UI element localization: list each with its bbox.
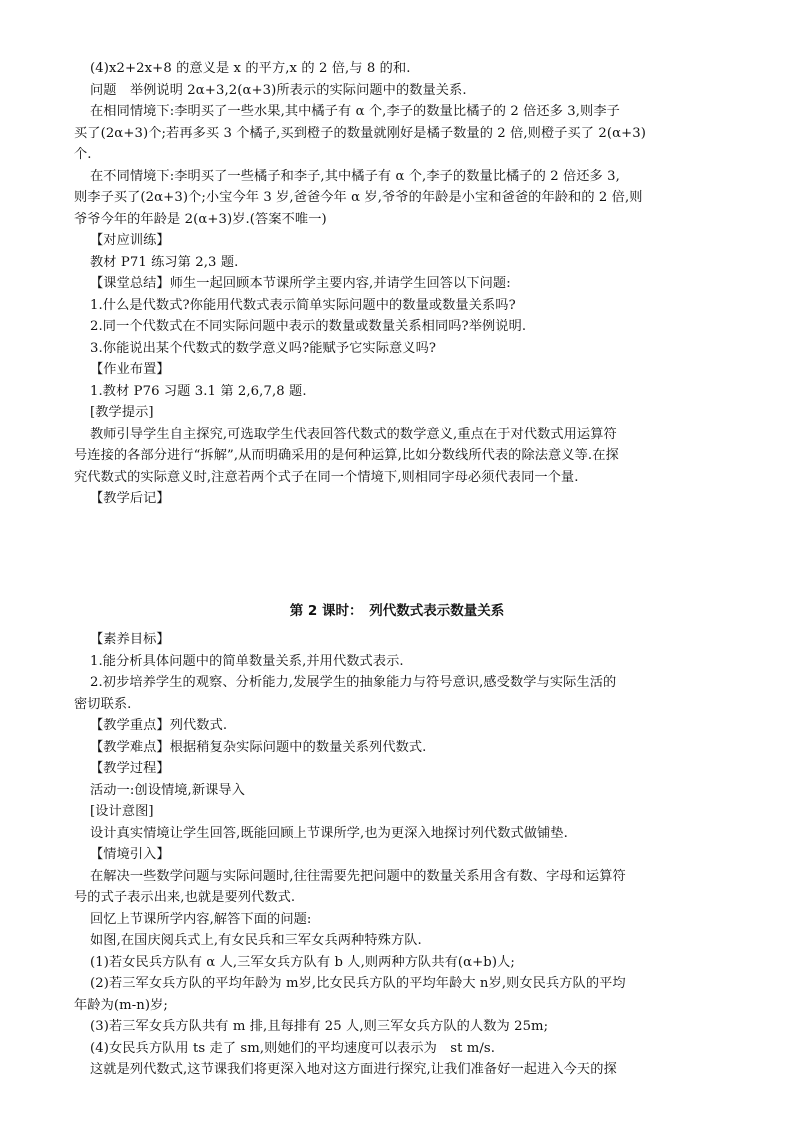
text-line: 个.: [74, 147, 92, 162]
text-line: (1)若女民兵方队有 α 人,三军女兵方队有 b 人,则两种方队共有(α+b)人;: [90, 954, 515, 970]
section-heading: 【教学后记】: [90, 491, 170, 506]
section-heading: 【对应训练】: [90, 233, 170, 248]
text-line: (4)x2+2x+8 的意义是 x 的平方,x 的 2 倍,与 8 的和.: [90, 61, 411, 76]
section-heading: [教学提示]: [90, 405, 154, 420]
text-line: 设计真实情境让学生回答,既能回顾上节课所学,也为更深入地探讨列代数式做铺垫.: [90, 825, 568, 841]
section-heading: 【情境引入】: [90, 847, 170, 862]
section-heading: 【教学重点】列代数式.: [90, 718, 228, 733]
text-line: 2.同一个代数式在不同实际问题中表示的数量或数量关系相同吗?举例说明.: [90, 319, 527, 334]
text-line: 年龄为(m-n)岁;: [74, 997, 168, 1013]
text-line: 如图,在国庆阅兵式上,有女民兵和三军女兵两种特殊方队.: [90, 933, 422, 948]
text-line: 在解决一些数学问题与实际问题时,往往需要先把问题中的数量关系用含有数、字母和运算符: [90, 868, 626, 884]
text-line: 2.初步培养学生的观察、分析能力,发展学生的抽象能力与符号意识,感受数学与实际生活的: [90, 675, 617, 690]
text-line: 教师引导学生自主探究,可选取学生代表回答代数式的数学意义,重点在于对代数式用运算符: [90, 426, 617, 442]
text-line: 在相同情境下:李明买了一些水果,其中橘子有 α 个,李子的数量比橘子的 2 倍还多 3,则李子: [90, 104, 620, 119]
section-heading: 【课堂总结】师生一起回顾本节课所学主要内容,并请学生回答以下问题:: [90, 276, 511, 291]
section-heading: 【素养目标】: [90, 632, 170, 647]
lesson-title: 第 2 课时： 列代数式表示数量关系: [289, 603, 505, 619]
text-line: 号的式子表示出来,也就是要列代数式.: [74, 890, 296, 905]
text-line: 爷爷今年的年龄是 2(α+3)岁.(答案不唯一): [74, 211, 327, 227]
text-line: 密切联系.: [74, 696, 132, 712]
text-line: (4)女民兵方队用 ts 走了 sm,则她们的平均速度可以表示为 st m/s.: [90, 1040, 496, 1056]
text-line: 这就是列代数式,这节课我们将更深入地对这方面进行探究,让我们准备好一起进入今天的探: [90, 1062, 617, 1077]
text-line: 究代数式的实际意义时,注意若两个式子在同一个情境下,则相同字母必须代表同一个量.: [74, 469, 579, 485]
text-line: 3.你能说出某个代数式的数学意义吗?能赋予它实际意义吗?: [90, 340, 437, 356]
text-line: (3)若三军女兵方队共有 m 排,且每排有 25 人,则三军女兵方队的人数为 25m;: [90, 1019, 549, 1034]
text-line: 教材 P71 练习第 2,3 题.: [90, 254, 239, 270]
text-line: 活动一:创设情境,新课导入: [90, 782, 245, 798]
section-heading: 【教学难点】根据稍复杂实际问题中的数量关系列代数式.: [90, 739, 427, 755]
text-line: 1.教材 P76 习题 3.1 第 2,6,7,8 题.: [90, 383, 307, 399]
text-line: 号连接的各部分进行“拆解”,从而明确采用的是何种运算,比如分数线所代表的除法意义等.在探: [74, 448, 619, 463]
section-heading: 【作业布置】: [90, 362, 170, 377]
text-line: 买了(2α+3)个;若再多买 3 个橘子,买到橙子的数量就刚好是橘子数量的 2 倍,则橙子买了 2(α+3): [74, 125, 647, 141]
section-heading: [设计意图]: [90, 804, 154, 819]
text-line: 则李子买了(2α+3)个;小宝今年 3 岁,爸爸今年 α 岁,爷爷的年龄是小宝和爸爸的年龄和的 2 倍,则: [74, 190, 643, 205]
text-line: 问题 举例说明 2α+3,2(α+3)所表示的实际问题中的数量关系.: [90, 82, 467, 98]
text-line: 1.能分析具体问题中的简单数量关系,并用代数式表示.: [90, 653, 404, 669]
section-class2: [74, 629, 710, 1081]
text-line: 回忆上节课所学内容,解答下面的问题:: [90, 911, 312, 927]
text-line: 1.什么是代数式?你能用代数式表示简单实际问题中的数量或数量关系吗?: [90, 297, 516, 313]
text-line: (2)若三军女兵方队的平均年龄为 m岁,比女民兵方队的平均年龄大 n岁,则女民兵方队的平均: [90, 976, 626, 991]
text-line: 在不同情境下:李明买了一些橘子和李子,其中橘子有 α 个,李子的数量比橘子的 2 倍还多 3,: [90, 168, 620, 184]
section-class1-continuation: [74, 58, 710, 510]
section-heading: 【教学过程】: [90, 761, 170, 776]
